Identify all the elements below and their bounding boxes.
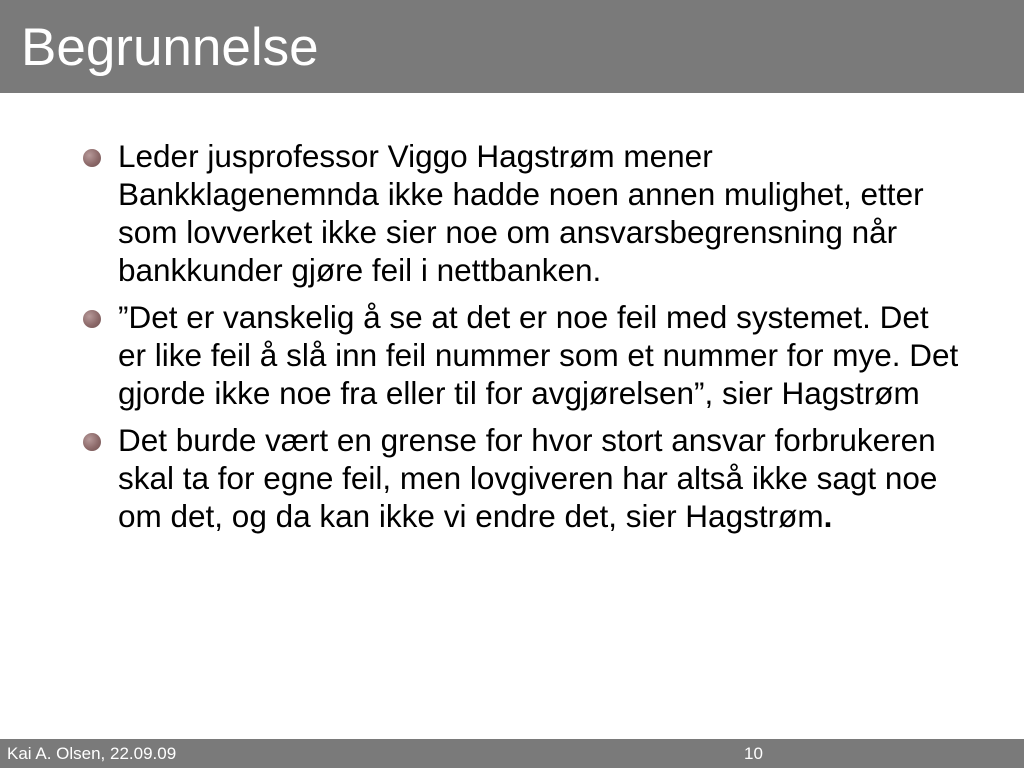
bullet-dot-icon [83,310,101,328]
bullet-list [80,137,960,535]
bullet-text: Leder jusprofessor Viggo Hagstrøm mener Bankklagenemnda ikke hadde noen annen mulighet, etter som lovverket ikke sier noe om ansvarsbegrensning når bankkunder gjøre feil i nettbanken. [118,138,924,288]
footer-author-date: Kai A. Olsen, 22.09.09 [7,744,177,763]
footer-bar [0,739,1024,768]
bullet-dot-icon [83,433,101,451]
title-bar [0,0,1024,93]
bullet-text: ”Det er vanskelig å se at det er noe feil med systemet. Det er like feil å slå inn feil nummer som et nummer for mye. Det gjorde ikke noe fra eller til for avgjørelsen”, sier Hagstrøm [118,299,959,411]
bullet-item [80,298,960,412]
slide-title: Begrunnelse [21,18,319,77]
page-number: 10 [744,744,763,763]
bullet-text: Det burde vært en grense for hvor stort ansvar forbrukeren skal ta for egne feil, men lovgiveren har altså ikke sagt noe om det, og da kan ikke vi endre det, sier Hagstrøm [118,422,938,534]
bullet-dot-icon [83,149,101,167]
bullet-item [80,137,960,289]
bullet-item [80,421,960,535]
bullet-suffix: . [823,498,833,534]
